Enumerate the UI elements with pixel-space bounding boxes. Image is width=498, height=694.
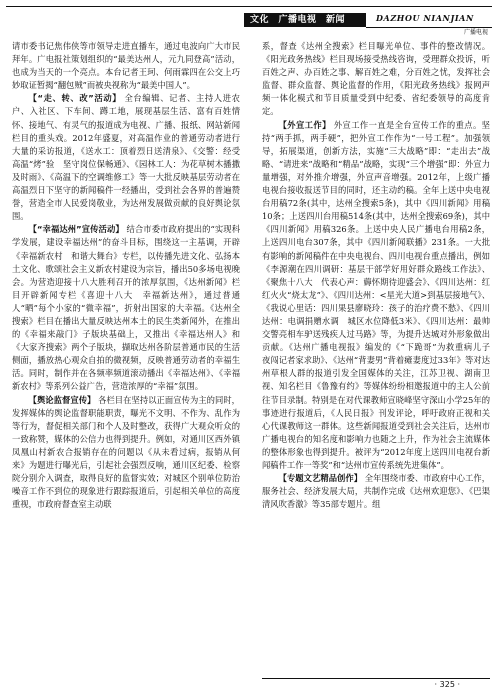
yearbook-title: DAZHOU NIANJIAN	[376, 13, 474, 23]
paragraph: 请市委书记焦伟侠等市领导走进直播车，通过电波向广大市民拜年。广电报社策划组织的“最美达州人，元九同登高”活动，也成为当天的一个亮点。本台记者王珂、何雨霖四在公交上巧妙取证暂揭“翻包贼”而被央视称为“最美中国人”。	[12, 41, 240, 91]
section-heading: 【舆论监督宣传】	[28, 394, 96, 405]
page-number: · 325 ·	[434, 680, 460, 689]
section-subtitle: 广播电视	[463, 29, 488, 36]
section-paragraph	[262, 119, 498, 473]
right-column	[262, 40, 498, 511]
section-heading: 【外宣工作】	[278, 119, 331, 130]
left-column	[12, 40, 240, 511]
section-text: 各栏目在坚持以正面宣传为主的同时，发挥媒体的舆论监督职能职责，曝光不文明、不作为、乱作为等行为，督促相关部门和个人及时整改，获得广大观众听众的一致称赞，媒体的公信力也得到提升。例如，对通川区西外镇凤凰山村新农合报销存在的问题以《从未看过病，报销从何来》为题进行曝光后，引起社会强烈反响，通川区纪委、检察院分别介入调查，取得良好的监督实效；对城区个别单位防治噪音工作不到位的现象进行跟踪报道后，引起相关单位的高度重视，市政府督查室主动联	[12, 394, 240, 510]
section-tab: 文化 广播电视 新闻	[244, 13, 366, 27]
section-paragraph	[262, 472, 490, 511]
section-paragraph	[12, 92, 240, 223]
paragraph: 系，督查《达州全搜索》栏目曝光单位、事件的整改情况。《阳光政务热线》栏目现场接受热线咨询，受理群众投诉，听百姓之声、办百姓之事、解百姓之难，分百姓之忧，发挥社会监督、群众监督、舆论监督的作用，《阳光政务热线》报网声频一体化模式和节目质量受到中纪委、省纪委领导的高度肯定。	[262, 41, 490, 117]
section-heading: 【“走、转、改”活动】	[28, 93, 122, 104]
page-footer	[262, 678, 490, 693]
section-paragraph	[12, 223, 240, 393]
section-text: 全年围绕市委、市政府中心工作，服务社会、经济发展大局，共制作完成《达州欢迎您》、《巴渠清风吹香激》等35部专题片。组	[262, 473, 490, 510]
section-paragraph	[12, 394, 240, 512]
page-header	[6, 6, 492, 36]
section-heading: 【“幸福达州”宣传活动】	[28, 224, 124, 235]
section-heading: 【专题文艺精品创作】	[278, 473, 363, 484]
section-text: 外宣工作一直是全台宣传工作的重点。坚持“两手抓，两手硬”，把外宣工作作为“一号工程”。加强领导，拓展渠道，创新方法，实施“三大战略”即：“走出去”战略、“请进来”战略和“精品”战略，实现“三个增强”即：外宣力量增强，对外推介增强，外宣声音增强。2012年，上级广播电视台接收报送节目的同时，还主动约稿。全年上送中央电视台用稿72条(其中，达州全搜索5条)，其中《四川新闻》用稿10条；上送四川台用稿514条(其中，达州全搜索69条)，其中《四川新闻》用稿326条。上送中央人民广播电台用稿2条，上送四川电台307条，其中《四川新闻联播》231条。一大批有影响的新闻稿件在中央电视台、四川电视台重点播出，例如《李源潮在四川调研：基层干部学好用好群众路线工作法》、《聚焦十八大 代表心声：薅怀期待迎盛会》、《四川达州：红红火火“烧太龙”》、《四川达州：<星光大道>到基层接地气》、《我说心里话：四川果县廖晓玲：孩子的治疗费不愁》、《四川达州：电调捐赠水调 城区水位降低3米》、《四川达州：最帅交警亮相车驴送残疾人过马路》等，为提升达城对外形象做出贡献。《达州广播电视报》编发的《“下跪哥”为救重病儿子 夜闯记者家求助》、《达州“背妻男”背着瘫妻度过33年》等对达州草根人群的报道引发全国媒体的关注，江苏卫视、湖南卫视、知名栏目《鲁豫有约》等媒体纷纷相邀报道中的主人公前往节目录制。特别是在对代课教师宣晓峰坚守深山小学25年的事迹进行报道后，《人民日报》刊发评论，呼吁政府正视和关心代课教师这一群体。这些新闻报道受到社会关注后，达州市广播电视台的知名度和影响力也随之上升，作为社会主流媒体的整体形象也得到提升。被评为“2012年度上送四川电视台新闻稿件工作一等奖”和“达州市宣传系统先进集体”。	[262, 119, 498, 470]
section-text: 结合市委市政府提出的“实现科学发展，建设幸福达州”的奋斗目标，围绕这一主基调，开辟《幸福新农村 和谐大舞台》专栏，以传播先进文化、弘扬本土文化、歌颂社会主义新农村建设为宗旨，播出50多场电视晚会。为营造迎接十八大胜利召开的浓厚氛围，《达州新闻》栏目开辟新闻专栏《喜迎十八大 幸福新达州》，通过普通人“晒”每个小家的“微幸福”，折射出国家的大幸福。《达州全搜索》栏目在播出大量反映达州本土的民生类新闻外，在推出的《幸福来敲门》子版块基础上，又推出《幸福达州人》和《大家齐搜索》两个子版块，撷取达州各阶层普通市民的生活侧面，播放热心观众自拍的微视频，反映普通劳动者的幸福生活。同时，制作并在各频率频道滚动播出《幸福达州》、《幸福新农村》等系列公益广告，营造浓厚的“幸福”氛围。	[12, 224, 240, 392]
section-text: 全台编辑、记者、主持人进农户、入社区、下车间、蹲工地，展现基层生活、富有百姓情怀、接地气、有灵气的报道成为电视、广播、报纸、网站新闻栏目的重头戏。2012年盛夏，对高温作业的普通劳动者进行大量的采访报道，《送水工：顶着烈日送清泉》、《交警：经受高温“烤”验 坚守岗位保畅通》、《园林工人：为花草树木播撒及时雨》、《高温下的空调维修工》等一大批反映基层劳动者在高温烈日下坚守的新闻稿件一经播出，受到社会各界的普遍赞誉，营造全市人民爱岗敬业，为达州发展做贡献的良好舆论氛围。	[12, 93, 240, 222]
